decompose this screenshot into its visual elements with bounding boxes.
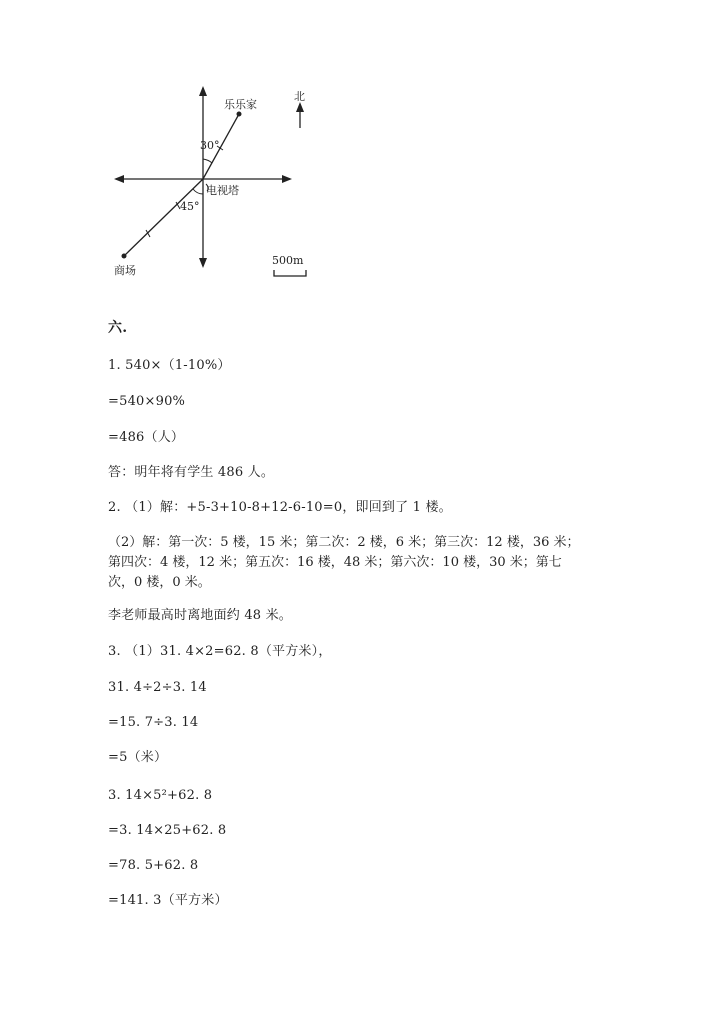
mall-label: 商场	[114, 264, 136, 277]
answer-line-6a: （2）解：第一次：5 楼，15 米；第二次：2 楼，6 米；第三次：12 楼，36 米；	[108, 535, 580, 550]
answer-line-10: =15. 7÷3. 14	[108, 715, 199, 730]
north-label: 北	[294, 90, 305, 103]
mall-ray	[124, 179, 203, 256]
direction-diagram	[108, 84, 328, 280]
answer-line-1: 1. 540×（1-10%）	[108, 358, 231, 373]
answer-line-2: =540×90%	[108, 394, 186, 409]
answer-line-3: =486（人）	[108, 430, 185, 445]
answer-line-7: 李老师最高时离地面约 48 米。	[108, 608, 293, 623]
answer-line-15: =141. 3（平方米）	[108, 893, 228, 908]
angle-arc-top	[203, 159, 212, 163]
answer-line-6b: 第四次：4 楼，12 米；第五次：16 楼，48 米；第六次：10 楼，30 米；第七	[108, 555, 562, 570]
home-label: 乐乐家	[224, 98, 257, 111]
answer-line-8: 3. （1）31. 4×2=62. 8（平方米），	[108, 644, 332, 659]
tower-label: 电视塔	[206, 184, 239, 197]
scale-bar	[274, 270, 306, 276]
answer-line-6c: 次，0 楼，0 米。	[108, 575, 211, 590]
mall-point	[122, 254, 127, 259]
answer-line-5: 2. （1）解：+5-3+10-8+12-6-10=0，即回到了 1 楼。	[108, 500, 452, 515]
angle-bottom-label: 45°	[180, 200, 200, 213]
answer-line-12: 3. 14×5²+62. 8	[108, 788, 213, 803]
left-arrowhead	[114, 175, 124, 183]
answer-paragraph-6	[108, 533, 608, 593]
up-arrowhead	[199, 86, 207, 96]
answer-line-11: =5（米）	[108, 750, 168, 765]
right-arrowhead	[282, 175, 292, 183]
scale-label: 500m	[272, 254, 304, 267]
answer-line-9: 31. 4÷2÷3. 14	[108, 680, 207, 695]
answer-line-13: =3. 14×25+62. 8	[108, 823, 227, 838]
home-point	[237, 112, 242, 117]
angle-top-label: 30°	[200, 139, 220, 152]
section-title: 六.	[108, 320, 128, 336]
down-arrowhead	[199, 258, 207, 268]
angle-arc-bottom	[193, 189, 203, 194]
answer-line-14: =78. 5+62. 8	[108, 858, 199, 873]
answer-line-4: 答：明年将有学生 486 人。	[108, 465, 275, 480]
